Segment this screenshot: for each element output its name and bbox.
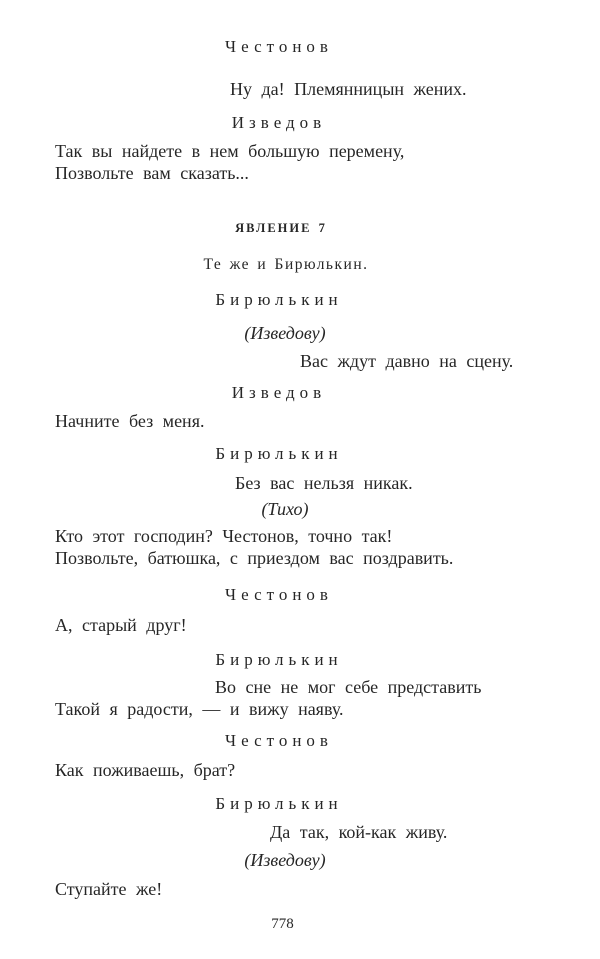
verse-line: Ну да! Племянницын жених. [230,79,467,99]
stage-direction: (Изведову) [244,850,326,870]
page-number: 778 [271,916,294,932]
verse-line: Так вы найдете в нем большую перемену, [55,141,405,161]
verse-line: Во сне не мог себе представить [215,677,482,697]
speaker-name: Бирюлькин [215,444,343,463]
verse-line: А, старый друг! [55,615,187,635]
speaker-name: Честонов [225,731,333,750]
verse-line: Такой я радости, — и вижу наяву. [55,699,344,719]
verse-line: Ступайте же! [55,879,163,899]
scene-heading: ЯВЛЕНИЕ 7 [235,221,327,235]
speaker-name: Честонов [225,37,333,56]
verse-line: Кто этот господин? Честонов, точно так! [55,526,393,546]
speaker-name: Бирюлькин [215,650,343,669]
verse-line: Вас ждут давно на сцену. [300,351,514,371]
speaker-name: Честонов [225,585,333,604]
speaker-name: Бирюлькин [215,794,343,813]
verse-line: Позвольте, батюшка, с приездом вас поздравить. [55,548,454,568]
speaker-name: Изведов [231,113,327,132]
stage-note: Те же и Бирюлькин. [203,256,369,273]
verse-line: Позвольте вам сказать... [55,163,249,183]
stage-direction: (Изведову) [244,323,326,343]
verse-line: Как поживаешь, брат? [55,760,236,780]
verse-line: Без вас нельзя никак. [235,473,413,493]
speaker-name: Изведов [231,383,327,402]
verse-line: Начните без меня. [55,411,205,431]
stage-direction: (Тихо) [261,499,309,519]
speaker-name: Бирюлькин [215,290,343,309]
verse-line: Да так, кой-как живу. [270,822,448,842]
